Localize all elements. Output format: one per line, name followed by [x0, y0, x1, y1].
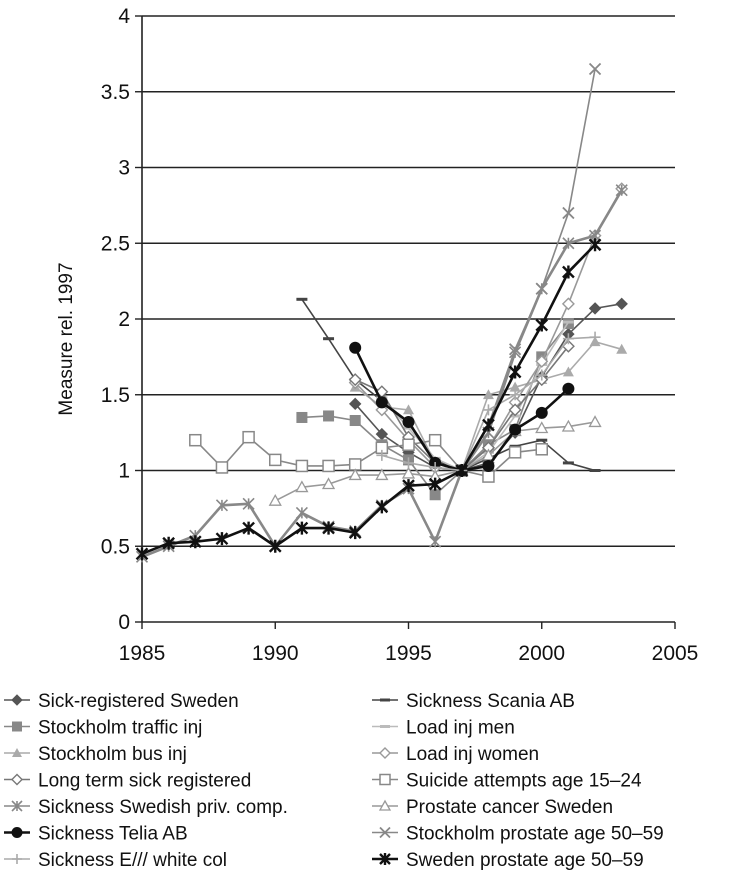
- y-tick-label: 3: [118, 156, 130, 180]
- data-point: [376, 396, 388, 408]
- data-point: [296, 460, 307, 471]
- legend-label: Prostate cancer Sweden: [406, 797, 614, 818]
- data-point: [270, 454, 281, 465]
- x-tick-label: 1985: [118, 642, 166, 665]
- legend-entry: [4, 850, 227, 871]
- y-tick-label: 2: [118, 308, 130, 331]
- legend-label: Stockholm prostate age 50–59: [406, 823, 664, 845]
- legend-entry: [4, 797, 288, 818]
- data-point: [590, 332, 601, 343]
- data-point: [430, 489, 441, 500]
- legend-label: Stockholm bus inj: [38, 744, 187, 765]
- data-point: [12, 695, 22, 705]
- data-point: [536, 319, 547, 332]
- data-point: [243, 432, 254, 443]
- data-point: [510, 366, 521, 379]
- data-point: [483, 471, 494, 482]
- x-tick-label: 2005: [651, 642, 699, 665]
- data-point: [403, 416, 415, 428]
- y-tick-label: 4: [118, 5, 130, 28]
- data-point: [536, 444, 547, 455]
- data-point: [296, 412, 307, 423]
- series-line: [302, 299, 595, 470]
- y-tick-label: 0: [118, 611, 130, 634]
- data-point: [380, 775, 390, 785]
- data-point: [563, 298, 574, 309]
- y-tick-label: 2.5: [100, 232, 130, 256]
- legend-entry: [372, 691, 575, 712]
- data-point: [216, 462, 227, 473]
- data-point: [270, 495, 281, 505]
- y-tick-label: 3.5: [100, 80, 130, 104]
- data-point: [430, 435, 441, 446]
- legend-label: Suicide attempts age 15–24: [406, 770, 642, 792]
- legend-label: Sickness E/// white col: [38, 850, 228, 871]
- legend-label: Sweden prostate age 50–59: [406, 850, 644, 871]
- x-tick-label: 2000: [518, 642, 566, 665]
- data-point: [323, 460, 334, 471]
- series-line: [142, 245, 595, 554]
- legend: [4, 691, 664, 871]
- y-tick-label: 0.5: [100, 535, 130, 559]
- y-tick-label: 1: [118, 459, 130, 483]
- legend-entry: [4, 691, 239, 712]
- data-point: [380, 748, 390, 758]
- data-point: [349, 342, 361, 354]
- data-point: [12, 775, 22, 785]
- x-tick-label: 1990: [251, 642, 299, 665]
- series-group: [137, 64, 628, 563]
- data-point: [563, 266, 574, 279]
- legend-entry: [4, 718, 202, 739]
- data-point: [430, 536, 441, 547]
- data-point: [12, 827, 23, 838]
- legend-label: Long term sick registered: [38, 770, 252, 792]
- data-point: [562, 383, 574, 395]
- data-point: [616, 298, 627, 309]
- data-point: [190, 435, 201, 446]
- legend-label: Sickness Swedish priv. comp.: [38, 797, 288, 818]
- axes: [56, 5, 698, 665]
- legend-entry: [372, 771, 642, 792]
- legend-label: Sick-registered Sweden: [38, 691, 239, 712]
- legend-label: Load inj men: [406, 717, 515, 739]
- legend-entry: [4, 744, 187, 765]
- data-point: [376, 500, 387, 513]
- series-1: [296, 299, 600, 470]
- data-point: [510, 447, 521, 458]
- legend-entry: [372, 744, 539, 765]
- data-point: [243, 522, 254, 535]
- legend-entry: [372, 824, 664, 845]
- legend-entry: [372, 850, 644, 871]
- legend-label: Sickness Telia AB: [38, 823, 188, 845]
- legend-entry: [372, 718, 515, 739]
- data-point: [536, 407, 548, 419]
- y-tick-label: 1.5: [100, 383, 130, 407]
- x-tick-label: 1995: [385, 642, 432, 665]
- series-11: [456, 64, 600, 476]
- data-point: [296, 507, 307, 518]
- data-point: [590, 417, 601, 427]
- legend-label: Sickness Scania AB: [406, 691, 575, 712]
- y-axis-title: Measure rel. 1997: [56, 262, 77, 416]
- legend-entry: [4, 771, 251, 792]
- data-point: [403, 439, 414, 450]
- legend-entry: [4, 824, 188, 845]
- data-point: [350, 415, 361, 426]
- legend-entry: [372, 797, 613, 818]
- legend-label: Stockholm traffic inj: [38, 717, 203, 739]
- series-line: [462, 69, 595, 470]
- legend-label: Load inj women: [406, 744, 540, 765]
- data-point: [509, 424, 521, 436]
- data-point: [482, 460, 494, 472]
- data-point: [12, 722, 22, 732]
- data-point: [323, 410, 334, 421]
- data-point: [12, 854, 22, 864]
